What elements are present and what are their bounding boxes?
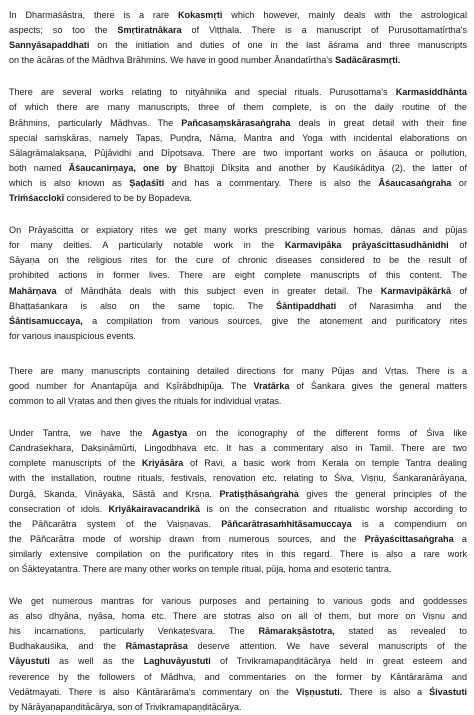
text-line [9, 116, 467, 131]
text-span: for many deities. A particularly notable work in the [9, 240, 285, 251]
bold-text-span: Smṛtiratnākara [117, 25, 182, 36]
text-span: for various inauspicious events. [9, 330, 136, 341]
text-line [9, 176, 467, 191]
text-span: reverence by the followers of Mādhva, and commentaries on the former by Kāntārarāma and [9, 671, 467, 682]
bold-text-span: Ṣaḍaśīti [129, 177, 165, 188]
text-span: There is also a [342, 686, 430, 697]
text-line [9, 238, 467, 253]
bold-text-span: Śāntipaddhati [276, 300, 337, 311]
bold-text-span: Agastya [151, 428, 188, 439]
bold-text-span: Karmasiddhānta [395, 87, 467, 98]
text-span: We get numerous mantras for various purposes and pertaining to various gods and goddesses [9, 596, 467, 607]
text-span: Bhaṭṭoji Dīkṣita and another by Kauśikāditya (2), the latter of [176, 162, 468, 173]
text-line [9, 487, 467, 502]
bold-text-span: Āśaucasaṅgraha [378, 177, 452, 188]
text-span: of Viṭṭhala. There is a manuscript of Puruṣottamatīrtha's [181, 25, 467, 36]
text-span: his incarnations, particularly Veṅkaṭeśvara. The [9, 626, 259, 637]
text-line [9, 223, 467, 238]
text-span: stated as revealed to [334, 626, 467, 637]
text-line [9, 517, 467, 532]
text-line [9, 639, 467, 654]
bold-text-span: Pratiṣṭhāsaṅgraha [219, 488, 299, 499]
text-span: In Dharmaśāstra, there is a rare [9, 10, 178, 20]
text-line [9, 654, 467, 669]
text-span: the Pāñcarātra system of the Vaiṣṇavas. [9, 518, 222, 529]
text-line [9, 8, 467, 23]
text-line [9, 364, 467, 379]
bold-text-span: Kriyāsāra [141, 458, 184, 469]
text-span: which is also known as [9, 177, 130, 188]
text-line [9, 547, 467, 562]
bold-text-span: Vratārka [253, 380, 290, 391]
text-span: Bhaṭṭaśankara is also on the same topic. The [9, 300, 277, 311]
text-line [9, 329, 467, 344]
bold-text-span: Sannyāsapaddhati [9, 40, 90, 51]
text-line [9, 624, 467, 639]
text-span: on the iconography of the different forms of Śiva like [187, 428, 467, 439]
text-line [9, 268, 467, 283]
text-span: consecration of idols. [9, 503, 109, 514]
text-span: of Ravi, a basic work from Kerala on temple Tantra dealing [183, 458, 467, 469]
bold-text-span: Viṣṇustuti. [295, 686, 343, 697]
text-span: similarly extensive compilation on the purificatory rites in this regard. There is also a rare work [9, 548, 467, 559]
text-span: on the initiation and duties of one in the last āśrama and three manuscripts [89, 40, 467, 51]
text-line [9, 38, 467, 53]
text-line [9, 253, 467, 268]
text-line [9, 609, 467, 624]
text-line [9, 85, 467, 100]
text-span: There are several works relating to nityāhnika and special rituals. Puruṣottama's [9, 87, 396, 98]
text-span: a [453, 533, 467, 544]
text-span: Brāhmins, particularly Mādhvas. The [9, 117, 182, 128]
paragraph [9, 594, 467, 715]
text-line [9, 700, 467, 715]
text-span: is on the consecration and ritualistic worship according to [199, 503, 467, 514]
text-span: of [448, 240, 467, 251]
text-span: of which there are many manuscripts, three of them complete, is on the daily routine of the [9, 102, 467, 113]
text-line [9, 594, 467, 609]
text-line [9, 299, 467, 314]
paragraph [9, 85, 467, 206]
paragraph-gap [9, 206, 467, 223]
text-line [9, 670, 467, 685]
paragraph-gap [9, 68, 467, 85]
text-span: of [451, 285, 467, 296]
text-line [9, 502, 467, 517]
text-line [9, 314, 467, 329]
text-line [9, 131, 467, 146]
paragraph-gap [9, 344, 467, 364]
text-span: prohibited actions in former lives. There are eight complete manuscripts of this content. The [9, 270, 467, 281]
paragraph [9, 364, 467, 409]
text-line [9, 685, 467, 700]
text-span: on Śākteyatantra. There are many other works on temple ritual, pūja, homa and esoteric tantra. [9, 564, 392, 574]
text-span: complete manuscripts of the [9, 458, 142, 469]
text-span: good number for Anantapūja and Kṣīrābdhipūja. The [9, 380, 254, 391]
text-span: both named [9, 162, 69, 173]
text-span: by Nārāyaṇapaṇḍitācārya, son of Trivikramapaṇḍitācārya. [9, 701, 242, 712]
text-line [9, 284, 467, 299]
text-span: is a compendium on [351, 518, 467, 529]
text-line [9, 394, 467, 409]
text-span: the Pāñcarātra mode of worship drawn from numerous sources, and the [9, 533, 365, 544]
text-span: as also dhyāna, nyāsa, homa etc. There are stotras also on all of them, but more on Viṣṇu and [9, 611, 467, 622]
bold-text-span: Rāmarakṣāstotra, [258, 626, 335, 637]
bold-text-span: Mahārṇava [9, 285, 57, 296]
text-line [9, 379, 467, 394]
bold-text-span: Pāñcarātrasaṁhitāsamuccaya [221, 518, 352, 529]
text-line [9, 100, 467, 115]
text-line [9, 146, 467, 161]
bold-text-span: Prāyaścittasaṅgraha [364, 533, 454, 544]
paragraph [9, 223, 467, 344]
bold-text-span: Āśaucanirṇaya, one by [68, 162, 177, 173]
bold-text-span: Śāntisamuccaya, [9, 315, 83, 326]
text-span: deserve attention. We have several manuscripts of the [187, 641, 467, 652]
paragraph [9, 426, 467, 577]
text-line [9, 441, 467, 456]
bold-text-span: Kokasmṛti [177, 10, 223, 20]
text-span: or [451, 177, 467, 188]
paragraph [9, 8, 467, 68]
text-span: Vedātmayati. There is also Kāntārarāma's commentary on the [9, 686, 296, 697]
text-span: common to all Vṛatas and then gives the rituals for individual vṛatas. [9, 396, 282, 407]
text-span: Budhakauśika, and the [9, 641, 126, 652]
text-span: Sālagrāmalakṣaṇa, Pūjāvidhi and Dīpotsava. There are two important works on āśauca or pollution, [9, 147, 467, 158]
text-line [9, 532, 467, 547]
paragraph-gap [9, 409, 467, 426]
bold-text-span: Vāyustuti [9, 656, 50, 667]
bold-text-span: Sadācārasmṛti. [335, 55, 401, 66]
bold-text-span: Karmavipākārkā [380, 285, 452, 296]
paragraph-gap [9, 577, 467, 594]
document-page [9, 8, 467, 715]
text-line [9, 191, 467, 206]
text-span: Candraśekhara, Dakṣiṇāmūrti, Lingodbhava etc. It has a commentary also in Tamil. There are two [9, 443, 467, 454]
text-span: as well as the [49, 656, 144, 667]
text-line [9, 471, 467, 486]
text-span: There are many manuscripts containing detailed directions for many Pūjas and Vṛtas. There is a [9, 365, 467, 376]
text-line [9, 456, 467, 471]
text-span: considered to be by Bopadeva. [64, 193, 193, 204]
text-span: gives the general principles of the [298, 488, 467, 499]
bold-text-span: Karmavipāka prāyaścittasudhānidhi [284, 240, 449, 251]
bold-text-span: Laghuvāyustuti [143, 656, 211, 667]
text-span: of Narasimha and the [336, 300, 467, 311]
text-line [9, 53, 467, 68]
text-span: deals in great detail with their fine [290, 117, 467, 128]
text-span: a compilation from various sources, give the atonement and purificatory rites [82, 315, 467, 326]
text-line [9, 161, 467, 176]
text-span: of Śankara gives the general matters [289, 380, 467, 391]
text-span: special saṁskāras, namely Tapas, Puṇḍra, Nāma, Mantra and Yoga with incidental elaborations on [9, 132, 467, 143]
bold-text-span: Śivastuti [429, 686, 467, 697]
bold-text-span: Kriyākairavacandrikā [108, 503, 200, 514]
text-span: On Prāyaścitta or expiatory rites we get many works prescribing various homas, dānas and pūjas [9, 225, 467, 236]
text-line [9, 23, 467, 38]
text-span: aspects; so too the [9, 25, 118, 36]
bold-text-span: Pañcasaṃskārasaṅgraha [181, 117, 291, 128]
text-span: with the installation, routine rituals, festivals, renovation etc. relating to Śiva, Viṣṇu, Śankaranārāyaṇa, [9, 473, 467, 484]
text-span: and has a commentary. There is also the [164, 177, 379, 188]
text-span: of Trivikramapaṇḍitācārya held in great esteem and [210, 656, 467, 667]
text-line [9, 562, 467, 577]
text-line [9, 426, 467, 441]
text-span: Sāyaṇa on the religious rites for the cure of chronic diseases considered to be the result of [9, 255, 467, 266]
text-span: which however, mainly deals with the astrological [222, 10, 467, 20]
text-span: of Māndhāta deals with this subject even in greater detail. The [56, 285, 381, 296]
text-span: Durgā, Skanda, Vināyaka, Sāstā and Kṛṣṇa. [9, 488, 220, 499]
bold-text-span: Rāmastaprāsa [125, 641, 188, 652]
text-span: Under Tantra, we have the [9, 428, 152, 439]
bold-text-span: Triṁśacclokī [9, 193, 65, 204]
text-span: on the ācāras of the Mādhva Brāhmins. We have in good number Ānandatīrtha's [9, 55, 336, 66]
